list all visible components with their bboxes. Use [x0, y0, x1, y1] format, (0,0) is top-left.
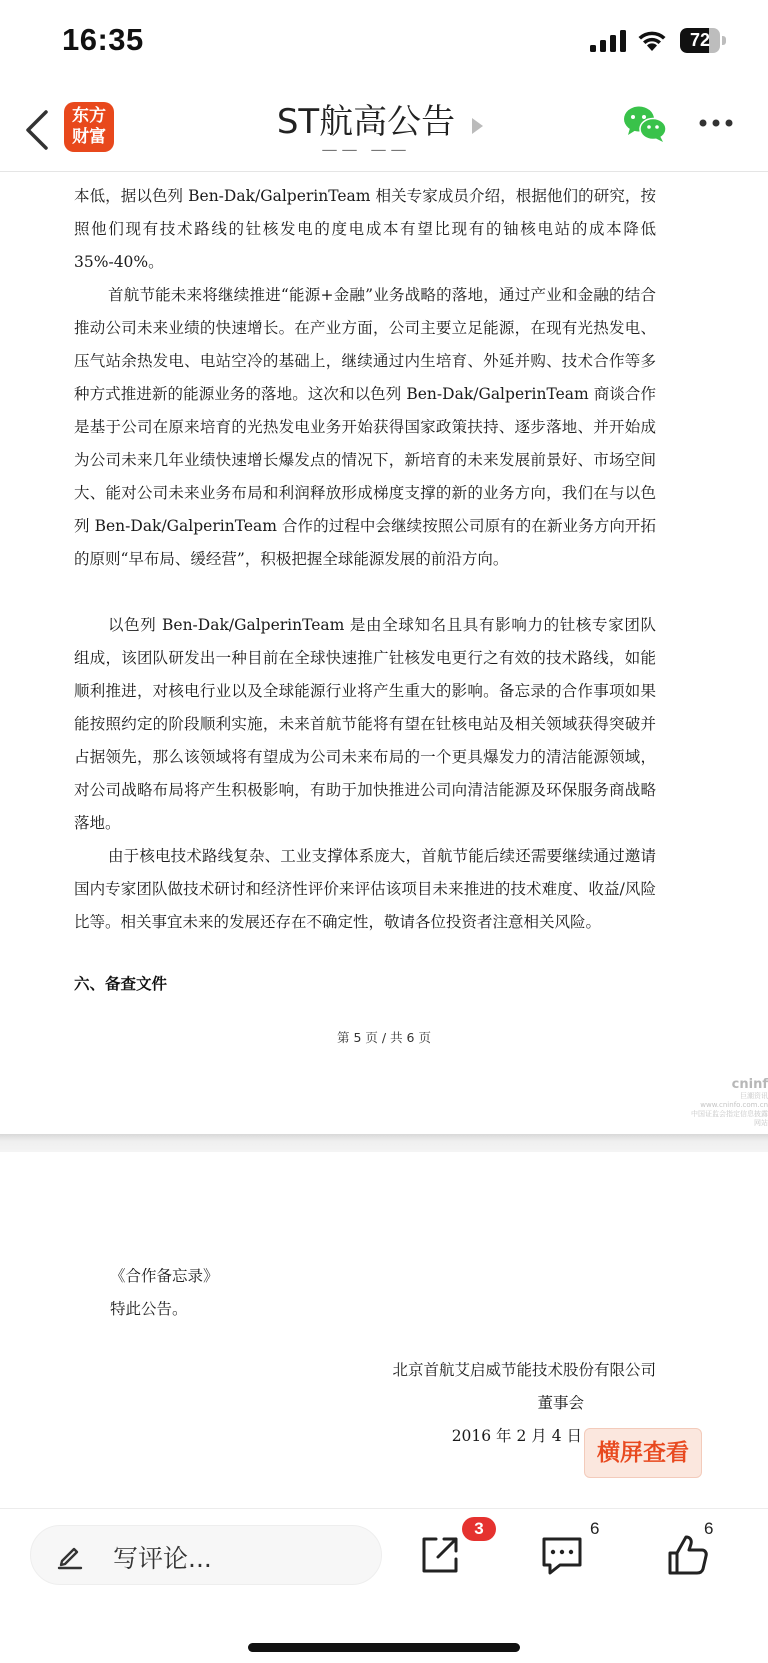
watermark-brand: cninf	[731, 1077, 768, 1092]
comments-icon[interactable]	[538, 1531, 586, 1579]
page-title: ST航高公告	[276, 102, 456, 142]
pencil-icon	[55, 1540, 85, 1570]
like-count: 6	[704, 1519, 714, 1538]
battery-level: 72	[689, 30, 711, 50]
document-page-5	[0, 172, 768, 1132]
section-heading: 六、备查文件	[74, 974, 168, 993]
share-badge: 3	[462, 1517, 496, 1541]
watermark-cn: 巨潮资讯	[740, 1092, 768, 1100]
page-number: 第 5 页 / 共 6 页	[337, 1030, 431, 1045]
home-indicator[interactable]	[248, 1643, 520, 1652]
paragraph-continued: 本低，据以色列 Ben-Dak/GalperinTeam 相关专家成员介绍，根据他们的研究，按照他们现有技术路线的钍核发电的度电成本有望比现有的铀核电站的成本降低 35%-40%。	[74, 187, 656, 271]
page-divider	[0, 1134, 768, 1152]
paragraph-team: 以色列 Ben-Dak/GalperinTeam 是由全球知名且具有影响力的钍核专家团队组成，该团队研发出一种目前在全球快速推广钍核发电更行之有效的技术路线，如能顺利推进，对核电行业以及全球能源行业将产生重大的影响。备忘录的合作事项如果能按照约定的阶段顺利实施，未来首航节能将有望在钍核电站及相关领域获得突破并占据领先，那么该领域将有望成为公司未来布局的一个更具爆发力的清洁能源领域，对公司战略布局将产生积极影响，有助于加快推进公司向清洁能源及环保服务商战略落地。	[74, 616, 656, 832]
attachment-title: 《合作备忘录》	[110, 1267, 219, 1285]
paragraph-risk: 由于核电技术路线复杂、工业支撑体系庞大，首航节能后续还需要继续通过邀请国内专家团队做技术研讨和经济性评价来评估该项目未来推进的技术难度、收益/风险比等。相关事宜未来的发展还存在不确定性，敬请各位投资者注意相关风险。	[74, 847, 656, 931]
paragraph-strategy: 首航节能未来将继续推进“能源+金融”业务战略的落地，通过产业和金融的结合推动公司未来业绩的快速增长。在产业方面，公司主要立足能源，在现有光热发电、压气站余热发电、电站空冷的基础上，继续通过内生培育、外延并购、技术合作等多种方式推进新的能源业务的落地。这次和以色列 Ben-Dak/GalperinTeam 商谈合作是基于公司在原来培育的光热发电业务开始获得国家政策扶持、逐步落地、并开始成为公司未来几年业绩快速增长爆发点的情况下，新培育的未来发展前景好、市场空间大、能对公司未来业务布局和利润释放形成梯度支撑的新的业务方向，我们在与以色列 Ben-Dak/GalperinTeam 合作的过程中会继续按照公司原有的在新业务方向开拓的原则“早布局、缓经营”，积极把握全球能源发展的前沿方向。	[74, 286, 656, 568]
status-time: 16:35	[62, 22, 144, 57]
watermark-url: www.cninfo.com.cn	[700, 1101, 768, 1109]
signature-board: 董事会	[537, 1394, 584, 1412]
page-subtitle: —— ——	[321, 140, 411, 159]
nav-bar	[0, 90, 768, 172]
bottom-toolbar	[0, 1508, 768, 1663]
comment-input[interactable]	[30, 1525, 382, 1585]
wechat-icon[interactable]	[622, 104, 668, 144]
logo-line-2: 财富	[72, 127, 106, 147]
share-icon[interactable]	[416, 1531, 464, 1579]
cellular-signal-icon	[590, 30, 626, 52]
cninfo-watermark	[688, 1077, 768, 1127]
logo-line-1: 东方	[72, 106, 106, 126]
signature-date: 2016 年 2 月 4 日	[451, 1427, 582, 1445]
wifi-icon	[636, 27, 668, 53]
battery-icon	[680, 28, 726, 53]
play-triangle-icon[interactable]	[472, 118, 483, 134]
comment-count: 6	[590, 1519, 600, 1538]
watermark-note: 中国证监会指定信息披露网站	[691, 1110, 768, 1127]
document-viewer[interactable]	[0, 172, 768, 1508]
signature-company: 北京首航艾启威节能技术股份有限公司	[392, 1361, 656, 1379]
closing-statement: 特此公告。	[110, 1300, 188, 1318]
back-chevron-icon[interactable]	[22, 108, 52, 152]
status-bar	[0, 0, 768, 90]
comment-placeholder: 写评论...	[113, 1544, 212, 1573]
landscape-view-button[interactable]: 横屏查看	[584, 1428, 702, 1478]
more-options-icon[interactable]	[696, 114, 736, 132]
app-logo[interactable]	[64, 102, 114, 152]
